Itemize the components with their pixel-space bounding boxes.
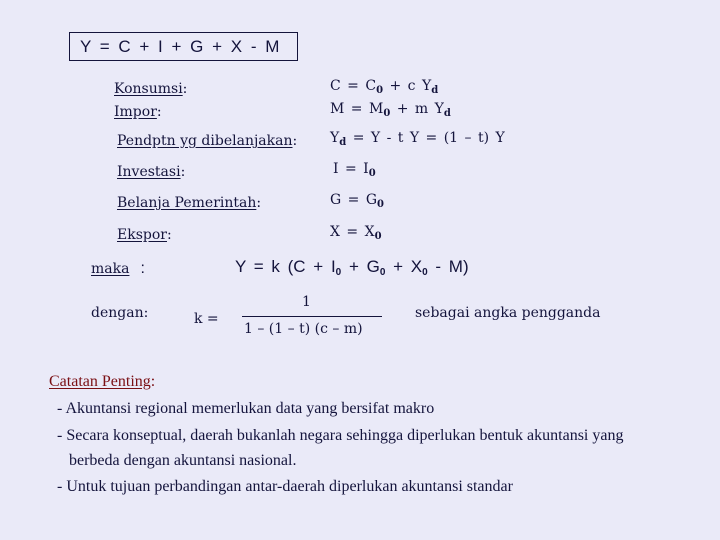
fraction-denominator: 1 – (1 – t) (c – m): [244, 321, 363, 337]
definition-label-belanja-pemerintah: [117, 192, 261, 211]
eq-sub: d: [339, 137, 347, 148]
eq-part: + X: [385, 257, 423, 276]
eq-sub: 0: [377, 199, 384, 210]
label-text: Pendptn yg dibelanjakan: [117, 133, 293, 149]
label-colon: :: [156, 104, 162, 120]
main-equation-box: [69, 32, 298, 61]
equation-belanja-pemerintah: [330, 192, 384, 208]
eq-main: M = M: [330, 101, 384, 117]
label-colon: :: [256, 195, 262, 211]
eq-tail: + c Y: [383, 78, 432, 94]
note-item: berbeda dengan akuntansi nasional.: [69, 452, 297, 469]
eq-sub: 0: [379, 267, 386, 278]
eq-sub: 0: [335, 267, 342, 278]
definition-label-ekspor: [117, 224, 172, 243]
maka-colon: :: [140, 260, 145, 277]
eq-tail: + m Y: [390, 101, 444, 117]
eq-sub: 0: [422, 267, 428, 278]
label-text: Belanja Pemerintah: [117, 195, 257, 211]
label-colon: :: [182, 81, 188, 97]
eq-main: Y: [330, 130, 340, 146]
eq-main: G = G: [330, 192, 377, 208]
definition-label-investasi: [117, 161, 185, 180]
label-text: Konsumsi: [114, 81, 183, 97]
eq-part: - M): [427, 257, 469, 276]
note-item: - Secara konseptual, daerah bukanlah negara sehingga diperlukan bentuk akuntansi yang: [57, 427, 624, 444]
multiplier-note: sebagai angka pengganda: [415, 305, 601, 321]
eq-sub: 0: [368, 168, 376, 179]
eq-tail: = Y - t Y = (1 – t) Y: [346, 130, 505, 146]
definition-label-pendapatan: [117, 130, 297, 149]
label-colon: :: [292, 133, 298, 149]
eq-main: X = X: [330, 224, 375, 240]
equation-ekspor: [330, 224, 382, 240]
label-colon: :: [180, 164, 186, 180]
k-label: k =: [194, 311, 219, 327]
definition-label-impor: [114, 101, 162, 120]
label-colon: :: [166, 227, 172, 243]
eq-sub2: d: [443, 108, 451, 119]
eq-part: + G: [341, 257, 380, 276]
multiplier-equation: [235, 257, 469, 277]
note-item: - Akuntansi regional memerlukan data yang bersifat makro: [57, 400, 435, 417]
eq-main: I = I: [333, 161, 369, 177]
eq-part: Y = k (C + I: [235, 257, 336, 276]
eq-sub: 0: [383, 108, 391, 119]
dengan-label: dengan:: [91, 305, 149, 321]
eq-sub: 0: [374, 231, 382, 242]
notes-title-text: Catatan Penting: [49, 373, 151, 390]
fraction-numerator: 1: [302, 294, 311, 310]
equation-impor: [330, 101, 451, 117]
main-equation: Y = C + I + G + X - M: [80, 37, 280, 56]
notes-title-colon: :: [150, 373, 156, 390]
equation-investasi: [333, 161, 376, 177]
definition-label-konsumsi: [114, 78, 187, 97]
label-text: Impor: [114, 104, 157, 120]
label-text: Investasi: [117, 164, 181, 180]
label-text: Ekspor: [117, 227, 167, 243]
equation-konsumsi: [330, 78, 438, 94]
fraction-bar: [242, 316, 382, 317]
eq-sub2: d: [431, 85, 439, 96]
note-item: - Untuk tujuan perbandingan antar-daerah diperlukan akuntansi standar: [57, 478, 513, 495]
equation-pendapatan: [330, 130, 505, 146]
maka-text: maka: [91, 261, 130, 277]
maka-label: [91, 258, 145, 278]
eq-main: C = C: [330, 78, 377, 94]
notes-title: [49, 373, 155, 391]
eq-sub: 0: [376, 85, 384, 96]
